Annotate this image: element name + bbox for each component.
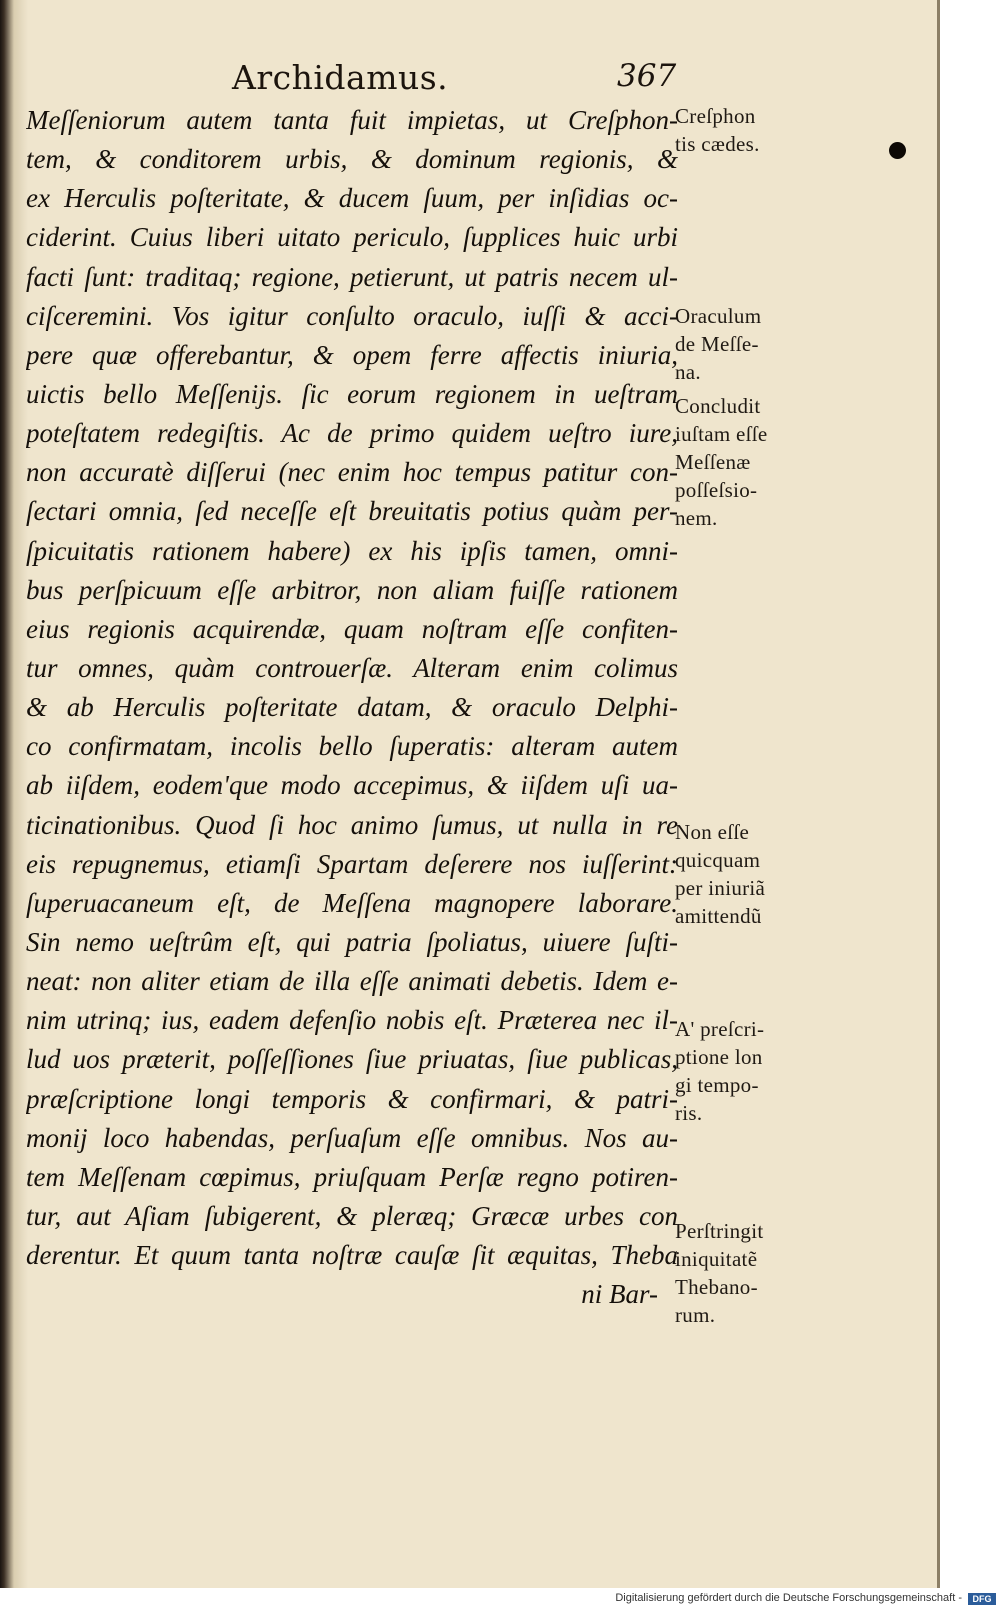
margin-note-line: per iniuriã <box>675 876 766 900</box>
text-line: facti ſunt: traditaq; regione, petierunt, ut patris necem ul- <box>26 261 678 292</box>
text-line: ſuperuacaneum eſt, de Meſſena magnopere laborare. <box>26 887 678 918</box>
margin-note-line: ris. <box>675 1101 703 1125</box>
running-title: Archidamus. <box>232 58 449 97</box>
margin-note-line: de Meſſe- <box>675 332 759 356</box>
margin-note-non-esse <box>675 818 825 930</box>
text-line: ciderint. Cuius liberi uitato periculo, ſupplices huic urbi <box>26 222 678 253</box>
margin-note-line: A' preſcri- <box>675 1017 765 1041</box>
text-line: non accuratè diſſerui (nec enim hoc tempus patitur con- <box>26 457 678 488</box>
page-edge <box>937 0 940 1588</box>
text-line: derentur. Et quum tanta noſtræ cauſæ ſit æquitas, Theba <box>26 1240 678 1271</box>
margin-note-line: na. <box>675 360 701 384</box>
margin-note-line: Perſtringit <box>675 1219 764 1243</box>
text-line: eius regionis acquirendæ, quam noſtram eſſe confiten- <box>26 613 678 644</box>
margin-note-line: Non eſſe <box>675 820 750 844</box>
footer-bar <box>0 1590 1000 1609</box>
margin-note-cresphontis <box>675 102 825 158</box>
margin-note-concludit <box>675 392 825 532</box>
text-line: co confirmatam, incolis bello ſuperatis: alteram autem <box>26 731 678 762</box>
text-line: ab iiſdem, eodem'que modo accepimus, & iiſdem uſi ua- <box>26 770 678 801</box>
text-line: nim utrinq; ius, eadem defenſio nobis eſt. Præterea nec il- <box>26 1005 678 1036</box>
margin-note-line: tis cædes. <box>675 132 760 156</box>
text-line: bus perſpicuum eſſe arbitror, non aliam fuiſſe rationem <box>26 574 678 605</box>
text-line: poteſtatem redegiſtis. Ac de primo quidem ueſtro iure, <box>26 418 678 449</box>
main-text-block <box>26 101 678 1314</box>
margin-note-line: Creſphon <box>675 104 756 128</box>
margin-note-line: Meſſenæ <box>675 450 751 474</box>
margin-note-oraculum <box>675 302 825 386</box>
text-line: ticinationibus. Quod ſi hoc animo ſumus, ut nulla in re <box>26 809 678 840</box>
ink-dot <box>889 142 906 159</box>
page-number: 367 <box>617 58 677 94</box>
dfg-logo: DFG <box>968 1593 996 1605</box>
page-header <box>0 52 700 102</box>
margin-note-perstringit <box>675 1217 825 1329</box>
funding-credit: Digitalisierung gefördert durch die Deutsche Forschungsgemeinschaft - <box>615 1592 962 1604</box>
margin-note-line: nem. <box>675 506 718 530</box>
margin-note-line: ptione lon <box>675 1045 763 1069</box>
text-line: tem Meſſenam cœpimus, priuſquam Perſæ regno potiren- <box>26 1161 678 1192</box>
text-line: ex Herculis poſteritate, & ducem ſuum, per inſidias oc- <box>26 183 678 214</box>
margin-note-line: iuſtam eſſe <box>675 422 768 446</box>
margin-note-line: Concludit <box>675 394 761 418</box>
text-line: lud uos præterit, poſſeſſiones ſiue priuatas, ſiue publicas, <box>26 1044 678 1075</box>
text-line: pere quæ offerebantur, & opem ferre affectis iniuria, <box>26 339 678 370</box>
margin-note-line: Oraculum <box>675 304 762 328</box>
text-line: ciſceremini. Vos igitur conſulto oraculo, iuſſi & acci- <box>26 300 678 331</box>
text-line: monij loco habendas, perſuaſum eſſe omnibus. Nos au- <box>26 1122 678 1153</box>
text-line: uictis bello Meſſenijs. ſic eorum regionem in ueſtram <box>26 378 678 409</box>
text-line: Meſſeniorum autem tanta fuit impietas, ut Creſphon- <box>26 105 678 135</box>
margin-note-line: amittendũ <box>675 904 762 928</box>
margin-note-line: poſſeſsio- <box>675 478 758 502</box>
margin-note-praescriptione <box>675 1015 825 1127</box>
text-line: tur omnes, quàm controuerſæ. Alteram enim colimus <box>26 652 678 683</box>
margin-note-line: gi tempo- <box>675 1073 759 1097</box>
text-line: ſpicuitatis rationem habere) ex his ipſis tamen, omni- <box>26 535 678 566</box>
margin-note-line: quicquam <box>675 848 761 872</box>
margin-note-line: Thebano- <box>675 1275 758 1299</box>
text-line: eis repugnemus, etiamſi Spartam deſerere nos iuſſerint: <box>26 848 678 879</box>
margin-note-line: rum. <box>675 1303 716 1327</box>
text-line: & ab Herculis poſteritate datam, & oraculo Delphi- <box>26 692 678 723</box>
text-line: tem, & conditorem urbis, & dominum regionis, & <box>26 144 678 175</box>
margin-note-line: iniquitatẽ <box>675 1247 758 1271</box>
text-line: neat: non aliter etiam de illa eſſe animati debetis. Idem e- <box>26 966 678 997</box>
text-line: Sin nemo ueſtrûm eſt, qui patria ſpoliatus, uiuere ſuſti- <box>26 926 678 957</box>
text-line: præſcriptione longi temporis & confirmari, & patri- <box>26 1083 678 1114</box>
text-line: ſectari omnia, ſed neceſſe eſt breuitatis potius quàm per- <box>26 496 678 527</box>
catchword-line: ni Bar- <box>581 1279 658 1310</box>
text-line: tur, aut Aſiam ſubigerent, & pleræq; Græcæ urbes con <box>26 1200 678 1231</box>
